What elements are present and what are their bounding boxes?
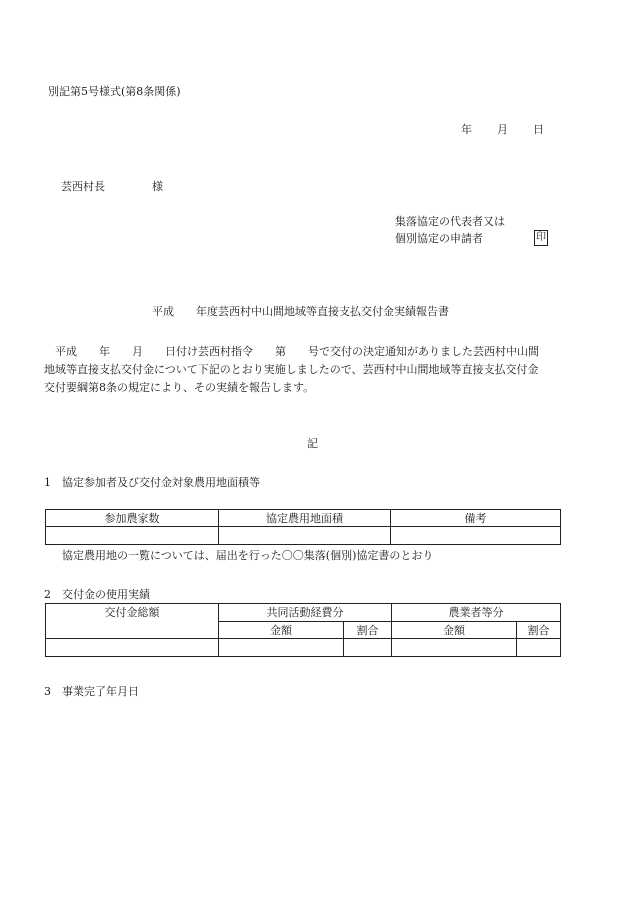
section3-heading: 3 事業完了年月日 [44, 685, 139, 698]
section1-table [45, 509, 561, 545]
header-amount-2: 金額 [392, 622, 517, 639]
header-group-collective: 共同活動経費分 [219, 604, 392, 622]
date-year: 年 [461, 123, 472, 136]
header-participants: 参加農家数 [46, 510, 219, 527]
applicant-line-1: 集落協定の代表者又は [395, 215, 505, 228]
section1-note: 協定農用地の一覧については、届出を行った〇〇集落(個別)協定書のとおり [62, 549, 434, 562]
form-label: 別記第5号様式(第8条関係) [48, 85, 181, 98]
body-line-3: 交付要綱第8条の規定により、その実績を報告します。 [44, 381, 315, 394]
applicant-line-2: 個別協定の申請者 [395, 232, 483, 245]
cell-participants [46, 527, 219, 545]
date-month: 月 [497, 123, 508, 136]
header-amount-1: 金額 [219, 622, 344, 639]
document-title: 平成 年度芸西村中山間地域等直接支払交付金実績報告書 [152, 305, 449, 318]
cell-remarks [391, 527, 561, 545]
cell-amount-1 [219, 639, 344, 657]
section1-heading: 1 協定参加者及び交付金対象農用地面積等 [44, 476, 260, 489]
cell-area [219, 527, 391, 545]
addressee-honorific: 様 [152, 180, 163, 193]
seal-text: 印 [534, 230, 548, 246]
section1-header-row [46, 510, 561, 527]
cell-ratio-2 [517, 639, 561, 657]
section2-heading: 2 交付金の使用実績 [44, 588, 150, 601]
cell-total [46, 639, 219, 657]
addressee-title: 芸西村長 [61, 180, 105, 193]
section2-data-row [46, 639, 561, 657]
header-area: 協定農用地面積 [219, 510, 391, 527]
section2-table [45, 603, 561, 657]
body-line-2: 地域等直接支払交付金について下記のとおり実施しましたので、芸西村中山間地域等直接支払交付金 [44, 363, 539, 376]
header-group-farmers: 農業者等分 [392, 604, 561, 622]
header-total: 交付金総額 [46, 604, 219, 639]
section2-header-row-1 [46, 604, 561, 622]
ki-heading: 記 [307, 437, 318, 450]
section1-data-row [46, 527, 561, 545]
cell-ratio-1 [344, 639, 392, 657]
date-day: 日 [533, 123, 544, 136]
seal-mark [534, 230, 548, 246]
body-line-1: 平成 年 月 日付け芸西村指令 第 号で交付の決定通知がありました芸西村中山間 [44, 345, 539, 358]
header-ratio-1: 割合 [344, 622, 392, 639]
header-ratio-2: 割合 [517, 622, 561, 639]
cell-amount-2 [392, 639, 517, 657]
header-remarks: 備考 [391, 510, 561, 527]
